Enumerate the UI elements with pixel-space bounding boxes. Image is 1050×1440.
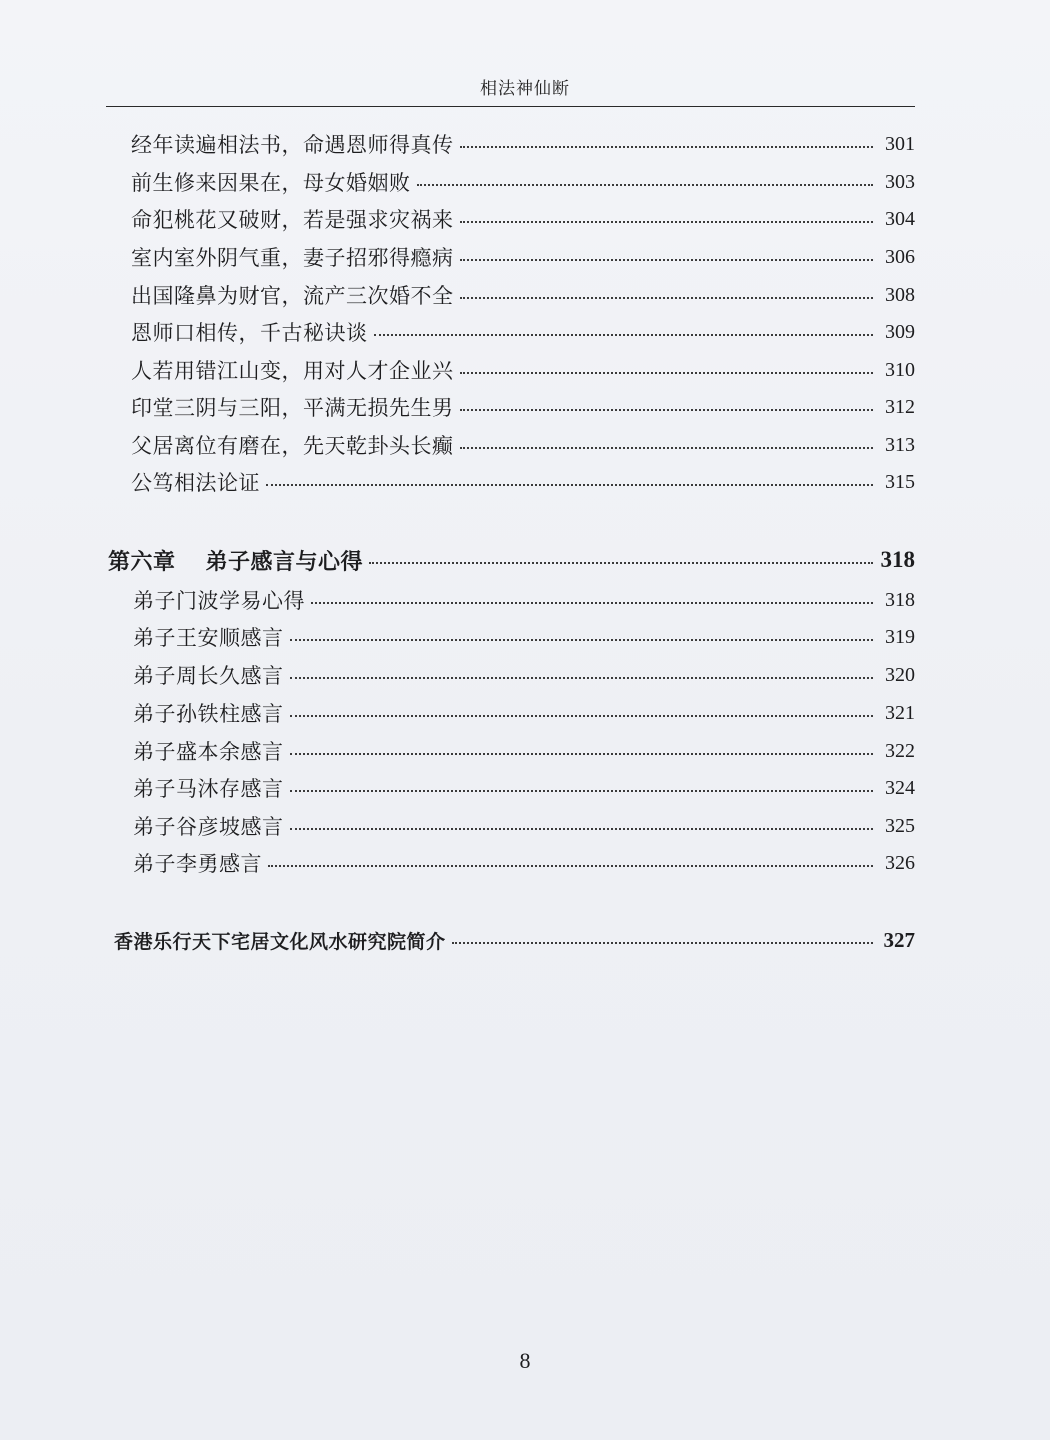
toc-entry-page: 326 xyxy=(885,851,915,874)
dot-leader xyxy=(369,562,873,564)
dot-leader xyxy=(452,942,873,944)
toc-entry[interactable] xyxy=(133,585,915,615)
appendix-page: 327 xyxy=(883,927,915,952)
toc-entry-page: 310 xyxy=(885,358,915,381)
toc-entry[interactable] xyxy=(131,204,915,234)
toc-entry-title: 弟子孙铁柱感言 xyxy=(133,702,284,726)
toc-entry[interactable] xyxy=(133,622,915,652)
toc-entry[interactable] xyxy=(131,242,915,272)
dot-leader xyxy=(268,865,873,867)
appendix-entry[interactable] xyxy=(114,925,915,955)
toc-entry-title: 弟子谷彦坡感言 xyxy=(133,815,284,839)
dot-leader xyxy=(417,184,874,186)
toc-entry-page: 315 xyxy=(885,470,915,493)
dot-leader xyxy=(374,334,874,336)
toc-entry[interactable] xyxy=(131,392,915,422)
toc-entry[interactable] xyxy=(131,430,915,460)
dot-leader xyxy=(460,409,874,411)
dot-leader xyxy=(290,677,874,679)
toc-entry[interactable] xyxy=(131,317,915,347)
running-head: 相法神仙断 xyxy=(480,79,570,99)
toc-entry-page: 304 xyxy=(885,207,915,230)
chapter-heading[interactable] xyxy=(108,545,915,575)
toc-entry-page: 321 xyxy=(885,701,915,724)
toc-entry-page: 324 xyxy=(885,776,915,799)
toc-entry-page: 303 xyxy=(885,170,915,193)
toc-entry-title: 弟子门波学易心得 xyxy=(133,589,305,613)
page-number: 8 xyxy=(519,1348,531,1373)
toc-entry[interactable] xyxy=(133,848,915,878)
toc-entry[interactable] xyxy=(131,167,915,197)
toc-entry[interactable] xyxy=(131,467,915,497)
toc-entry-page: 318 xyxy=(885,588,915,611)
toc-entry[interactable] xyxy=(133,698,915,728)
header-rule xyxy=(106,106,915,107)
dot-leader xyxy=(460,447,874,449)
dot-leader xyxy=(460,297,874,299)
toc-entry-title: 公笃相法论证 xyxy=(131,471,260,495)
appendix-title: 香港乐行天下宅居文化风水研究院简介 xyxy=(114,930,446,953)
toc-entry-page: 322 xyxy=(885,739,915,762)
toc-entry-page: 306 xyxy=(885,245,915,268)
chapter-page: 318 xyxy=(880,547,915,572)
toc-entry-page: 309 xyxy=(885,320,915,343)
dot-leader xyxy=(460,372,874,374)
dot-leader xyxy=(290,715,874,717)
toc-entry-title: 弟子王安顺感言 xyxy=(133,626,284,650)
dot-leader xyxy=(460,221,874,223)
toc-entry-title: 前生修来因果在，母女婚姻败 xyxy=(131,171,411,195)
toc-entry-title: 弟子李勇感言 xyxy=(133,852,262,876)
toc-entry-page: 320 xyxy=(885,663,915,686)
toc-entry-title: 印堂三阴与三阳，平满无损先生男 xyxy=(131,396,454,420)
toc-entry[interactable] xyxy=(133,660,915,690)
toc-entry-title: 人若用错江山变，用对人才企业兴 xyxy=(131,359,454,383)
toc-entry-title: 弟子周长久感言 xyxy=(133,664,284,688)
chapter-label: 第六章 xyxy=(108,549,176,575)
toc-entry-page: 301 xyxy=(885,132,915,155)
dot-leader xyxy=(290,639,874,641)
toc-entry-title: 父居离位有磨在，先天乾卦头长癫 xyxy=(131,434,454,458)
toc-entry[interactable] xyxy=(131,355,915,385)
toc-entry-page: 313 xyxy=(885,433,915,456)
toc-entry-page: 312 xyxy=(885,395,915,418)
dot-leader xyxy=(290,753,874,755)
toc-entry-title: 出国隆鼻为财官，流产三次婚不全 xyxy=(131,284,454,308)
toc-entry[interactable] xyxy=(131,129,915,159)
chapter-title: 弟子感言与心得 xyxy=(205,549,364,575)
dot-leader xyxy=(290,790,874,792)
toc-entry[interactable] xyxy=(133,736,915,766)
toc-entry-title: 弟子马沐存感言 xyxy=(133,777,284,801)
dot-leader xyxy=(266,484,873,486)
toc-entry[interactable] xyxy=(131,280,915,310)
dot-leader xyxy=(460,259,874,261)
toc-entry-title: 命犯桃花又破财，若是强求灾祸来 xyxy=(131,208,454,232)
chapter-title-group xyxy=(108,545,363,576)
toc-entry-title: 经年读遍相法书，命遇恩师得真传 xyxy=(131,133,454,157)
toc-entry-page: 325 xyxy=(885,814,915,837)
toc-entry-title: 室内室外阴气重，妻子招邪得瘾病 xyxy=(131,246,454,270)
toc-entry-title: 恩师口相传，千古秘诀谈 xyxy=(131,321,368,345)
toc-entry-page: 319 xyxy=(885,625,915,648)
toc-entry-title: 弟子盛本余感言 xyxy=(133,740,284,764)
dot-leader xyxy=(311,602,873,604)
toc-entry[interactable] xyxy=(133,773,915,803)
dot-leader xyxy=(290,828,874,830)
toc-entry[interactable] xyxy=(133,811,915,841)
dot-leader xyxy=(460,146,874,148)
toc-entry-page: 308 xyxy=(885,283,915,306)
